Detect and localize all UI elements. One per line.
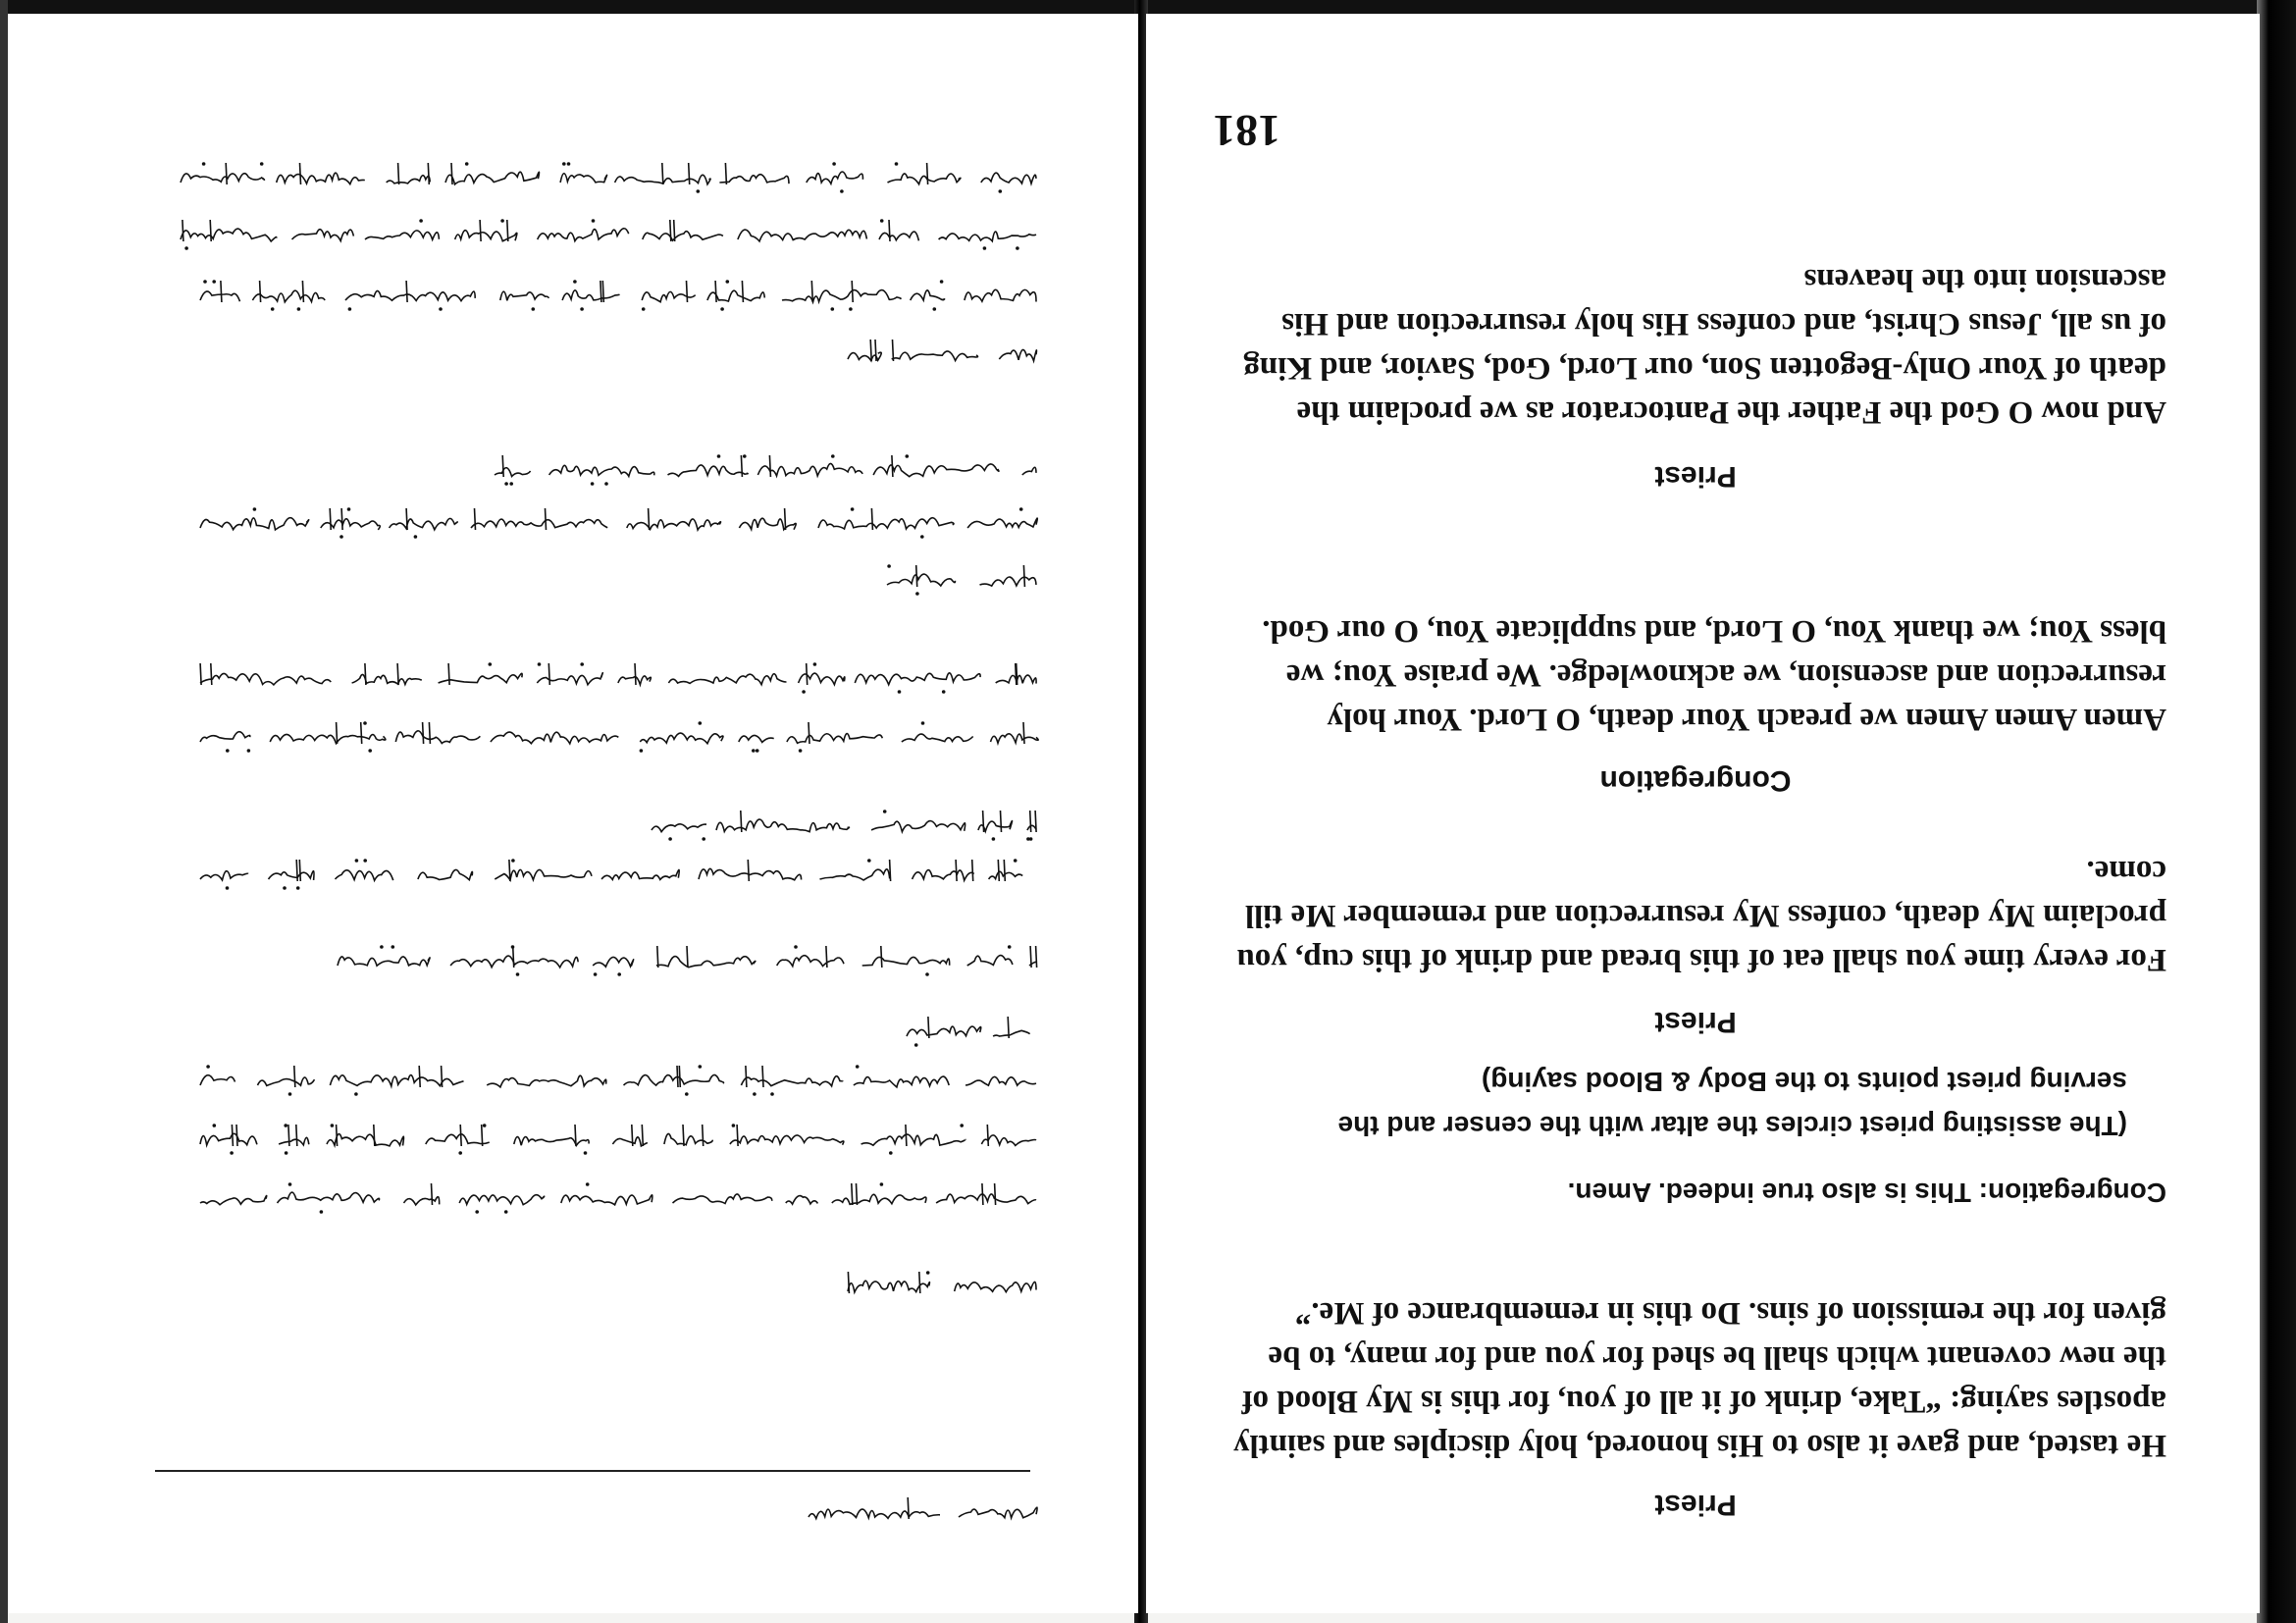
script-line-8 [196,657,1040,697]
script-line-3 [196,275,1040,314]
script-line-6 [196,502,1040,542]
english-text-upside-down [1213,59,2166,1521]
script-line-14 [196,1060,1040,1099]
script-line-18 [805,1492,1040,1531]
script-line-9 [196,716,1040,756]
priest-text-1: He tasted, and gave it also to His honored, holy disciples and saintly apostles saying: “Take, drink of it all of you, for this is My Blood of the new covenant which shall be shed for you and for many, to be given for the remission of sins. Do this in remembrance of Me.” [1232,1295,2166,1463]
left-border [0,0,8,1623]
script-line-16 [196,1178,1040,1217]
page-number: 181 [1213,106,1280,156]
script-line-11 [196,854,1040,893]
role-priest-2: Priest [1654,1006,1737,1038]
footer-rule [155,1470,1030,1472]
script-line-1 [177,157,1040,196]
congregation-text: Amen Amen Amen we preach Your death, O Lord. Your holy resurrection and ascension, we acknowledge. We praise You; we bless You; we thank You, O Lord, and supplicate You, O our God. [1262,613,2166,737]
priest-text-3: And now O God the Father the Pantocrator as we proclaim the death of Your Only-Begotten Son, our Lord, God, Savior, and King of us all, Jesus Christ, and confess His holy resurrection and His ascension into the heavens [1243,262,2166,430]
role-priest-1: Priest [1654,1489,1737,1521]
script-line-10 [648,805,1040,844]
script-line-4 [844,334,1040,373]
priest-text-2: For every time you shall eat of this bread and drink of this cup, you proclaim My death, confess My resurrection and remember Me till come. [1236,854,2166,977]
script-line-2 [177,214,1040,253]
script-line-7 [883,559,1040,599]
right-border [2257,0,2296,1623]
script-line-15 [196,1119,1040,1158]
rubric: (The assisting priest circles the altar with the censer and the serving priest points to the Body & Blood saying) [1337,1067,2127,1141]
script-line-17 [844,1266,1040,1305]
script-line-13 [903,1011,1040,1050]
script-line-5 [491,449,1040,489]
script-line-12 [334,940,1040,979]
congregation-response-1: Congregation: This is also true indeed. Amen. [1567,1178,2166,1208]
top-border [0,0,2296,14]
role-priest-3: Priest [1654,460,1737,493]
coptic-text-upside-down [147,137,1040,1531]
role-congregation: Congregation [1599,764,1792,797]
